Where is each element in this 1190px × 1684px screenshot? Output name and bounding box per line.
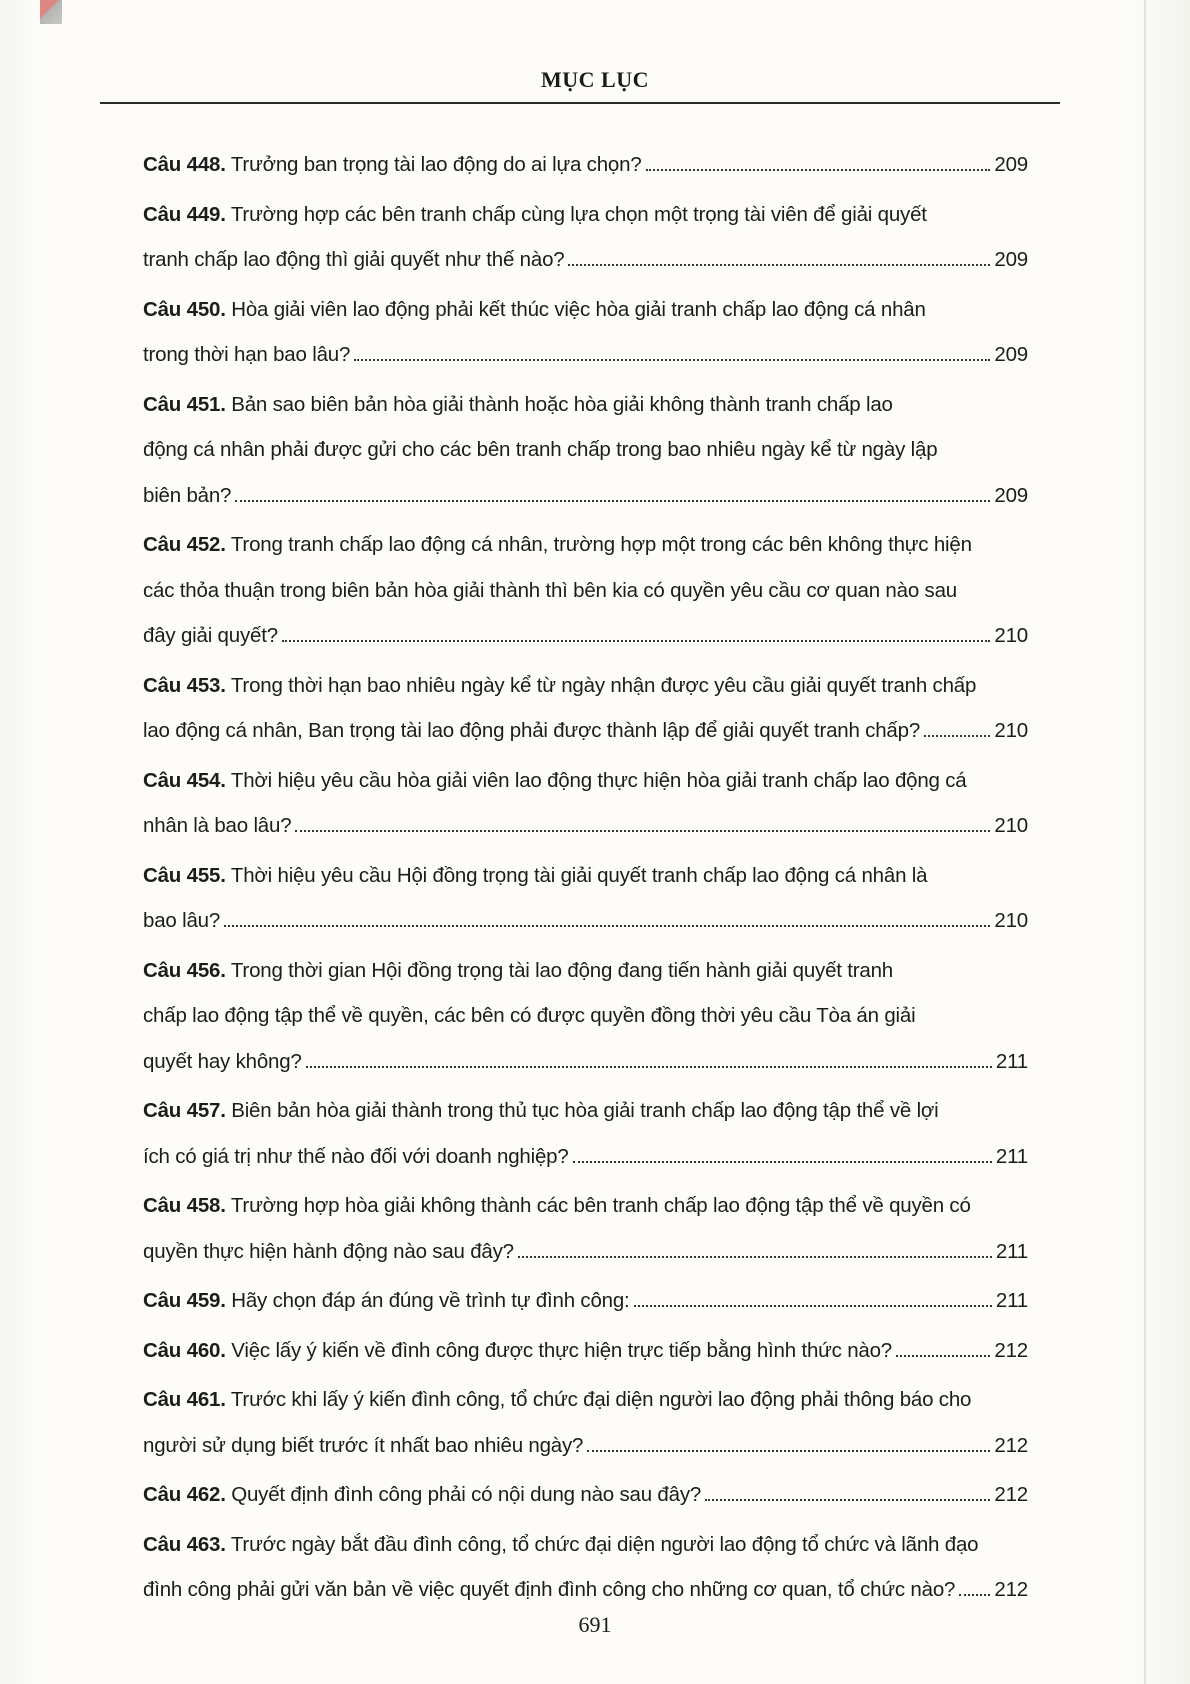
dot-leader <box>587 1450 990 1452</box>
toc-entry-text: quyết hay không? <box>143 1049 302 1073</box>
toc-entry-text: Quyết định đình công phải có nội dung nào sau đây? <box>231 1483 702 1506</box>
toc-entry-line <box>143 948 1028 994</box>
toc-entry[interactable] <box>143 853 1028 944</box>
toc-entry-line <box>143 1088 1028 1134</box>
toc-entry-text: Hãy chọn đáp án đúng về trình tự đình công: <box>231 1289 630 1312</box>
dot-leader <box>306 1066 992 1068</box>
question-number: Câu 455. <box>143 863 226 887</box>
toc-entry-text: bao lâu? <box>143 909 221 932</box>
toc-entry-final-text <box>143 142 642 188</box>
toc-entry-line <box>143 1377 1028 1423</box>
toc-entry-last-line <box>143 1229 1028 1275</box>
toc-entry-text: đây giải quyết? <box>143 624 278 647</box>
toc-entry-text: Bản sao biên bản hòa giải thành hoặc hòa giải không thành tranh chấp lao <box>231 392 893 416</box>
toc-entry-line <box>143 853 1028 899</box>
toc-entry-final-text <box>143 708 920 754</box>
toc-page-number: 209 <box>994 248 1028 271</box>
toc-entry[interactable] <box>143 142 1028 188</box>
page-title: MỤC LỤC <box>541 67 649 92</box>
toc-entry-last-line <box>143 898 1028 944</box>
toc-page-number: 209 <box>994 483 1028 507</box>
toc-page-number: 210 <box>994 624 1028 647</box>
toc-entry-final-text <box>143 237 564 283</box>
question-number: Câu 449. <box>143 202 226 226</box>
toc-page-number: 210 <box>994 909 1028 932</box>
toc-entry-text: Thời hiệu yêu cầu hòa giải viên lao động thực hiện hòa giải tranh chấp lao động cá <box>230 768 967 792</box>
question-number: Câu 460. <box>143 1338 226 1362</box>
header-rule <box>100 102 1060 104</box>
toc-entry-text: Trường hợp các bên tranh chấp cùng lựa chọn một trọng tài viên để giải quyết <box>230 202 927 226</box>
toc-entry-text: Hòa giải viên lao động phải kết thúc việc hòa giải tranh chấp lao động cá nhân <box>231 297 926 321</box>
toc-entry-final-text <box>143 613 278 659</box>
toc-page-number: 209 <box>994 343 1028 366</box>
toc-entry-line <box>143 993 1028 1039</box>
toc-page-number: 211 <box>995 1239 1028 1263</box>
question-number: Câu 457. <box>143 1099 226 1122</box>
toc-entry-text: nhân là bao lâu? <box>143 814 292 837</box>
toc-entry-final-text <box>143 1567 955 1613</box>
toc-entry-text: Biên bản hòa giải thành trong thủ tục hòa giải tranh chấp lao động tập thể về lợi <box>231 1099 939 1122</box>
question-number: Câu 448. <box>143 153 226 176</box>
toc-entry-text: ích có giá trị như thế nào đối với doanh nghiệp? <box>143 1144 569 1168</box>
toc-entry-last-line <box>143 1567 1028 1613</box>
toc-entry-final-text <box>143 1229 514 1275</box>
toc-entry[interactable] <box>143 287 1028 378</box>
toc-page-number: 211 <box>995 1049 1028 1073</box>
question-number: Câu 456. <box>143 958 226 982</box>
toc-entry-last-line <box>143 1472 1028 1518</box>
toc-entry-text: Trong thời hạn bao nhiêu ngày kể từ ngày nhận được yêu cầu giải quyết tranh chấp <box>230 673 977 697</box>
toc-page-number: 212 <box>994 1338 1028 1362</box>
toc-entry-line <box>143 568 1028 614</box>
toc-entry-line <box>143 427 1028 473</box>
toc-page-number: 210 <box>994 814 1028 837</box>
page-edge-line <box>1144 0 1146 1684</box>
toc-entry-last-line <box>143 1134 1028 1180</box>
toc-entry-final-text <box>143 332 350 378</box>
toc-entry[interactable] <box>143 192 1028 283</box>
dot-leader <box>282 640 990 642</box>
toc-entry-final-text <box>143 473 231 519</box>
toc-entry-text: trong thời hạn bao lâu? <box>143 343 351 366</box>
dot-leader <box>568 264 990 266</box>
table-of-contents <box>143 142 1028 1617</box>
toc-entry-line <box>143 1522 1028 1568</box>
dot-leader <box>924 735 990 737</box>
toc-entry-final-text <box>143 803 291 849</box>
toc-entry-final-text <box>143 1039 302 1085</box>
toc-entry-text: Trưởng ban trọng tài lao động do ai lựa chọn? <box>230 153 642 176</box>
toc-entry-text: Trong thời gian Hội đồng trọng tài lao động đang tiến hành giải quyết tranh <box>230 958 894 982</box>
toc-page-number: 210 <box>994 719 1028 742</box>
toc-entry-final-text <box>143 1328 892 1374</box>
toc-page-number: 209 <box>994 153 1028 176</box>
toc-page-number: 211 <box>995 1289 1028 1312</box>
dot-leader <box>705 1499 990 1501</box>
toc-entry-line <box>143 382 1028 428</box>
toc-entry-last-line <box>143 1039 1028 1085</box>
question-number: Câu 462. <box>143 1483 226 1506</box>
dot-leader <box>646 169 991 171</box>
question-number: Câu 452. <box>143 533 226 556</box>
toc-entry-final-text <box>143 1278 630 1324</box>
toc-entry[interactable] <box>143 948 1028 1085</box>
dot-leader <box>235 500 990 502</box>
dot-leader <box>896 1355 990 1357</box>
toc-page-number: 212 <box>994 1433 1028 1457</box>
toc-entry[interactable] <box>143 1183 1028 1274</box>
toc-page-number: 212 <box>994 1483 1028 1506</box>
toc-entry-text: Trường hợp hòa giải không thành các bên tranh chấp lao động tập thể về quyền có <box>230 1194 971 1217</box>
dot-leader <box>573 1161 992 1163</box>
toc-entry-last-line <box>143 237 1028 283</box>
toc-entry-line <box>143 1183 1028 1229</box>
dot-leader <box>295 830 990 832</box>
dot-leader <box>518 1256 992 1258</box>
toc-entry[interactable] <box>143 1278 1028 1324</box>
toc-entry-text: quyền thực hiện hành động nào sau đây? <box>143 1239 514 1263</box>
toc-entry-line <box>143 663 1028 709</box>
toc-entry-text: Thời hiệu yêu cầu Hội đồng trọng tài giải quyết tranh chấp lao động cá nhân là <box>230 863 928 887</box>
toc-entry[interactable] <box>143 1328 1028 1374</box>
toc-entry-text: Trước ngày bắt đầu đình công, tổ chức đại diện người lao động tổ chức và lãnh đạo <box>230 1532 979 1556</box>
toc-entry-final-text <box>143 1134 569 1180</box>
toc-entry[interactable] <box>143 1472 1028 1518</box>
toc-entry-line <box>143 758 1028 804</box>
scan-corner-mark <box>40 0 62 24</box>
toc-entry-last-line <box>143 1278 1028 1324</box>
toc-entry-last-line <box>143 613 1028 659</box>
toc-entry-line <box>143 192 1028 238</box>
toc-entry[interactable] <box>143 1377 1028 1468</box>
toc-entry-last-line <box>143 1328 1028 1374</box>
question-number: Câu 458. <box>143 1194 226 1217</box>
toc-entry-final-text <box>143 898 220 944</box>
toc-entry-text: biên bản? <box>143 483 232 507</box>
toc-entry-line <box>143 287 1028 333</box>
toc-entry-text: chấp lao động tập thể về quyền, các bên có được quyền đồng thời yêu cầu Tòa án giải <box>143 1004 916 1027</box>
dot-leader <box>224 925 990 927</box>
toc-entry[interactable] <box>143 758 1028 849</box>
question-number: Câu 453. <box>143 673 226 697</box>
toc-entry-last-line <box>143 803 1028 849</box>
question-number: Câu 461. <box>143 1388 226 1411</box>
toc-entry[interactable] <box>143 1522 1028 1613</box>
toc-page-number: 211 <box>995 1144 1028 1168</box>
toc-entry-text: đình công phải gửi văn bản về việc quyết định đình công cho những cơ quan, tổ chức nào? <box>143 1578 956 1601</box>
toc-entry-final-text <box>143 1472 701 1518</box>
question-number: Câu 463. <box>143 1532 226 1556</box>
dot-leader <box>354 359 990 361</box>
question-number: Câu 451. <box>143 392 226 416</box>
toc-entry-text: lao động cá nhân, Ban trọng tài lao động phải được thành lập để giải quyết tranh chấp? <box>143 719 921 742</box>
toc-entry-text: động cá nhân phải được gửi cho các bên tranh chấp trong bao nhiêu ngày kể từ ngày lập <box>143 438 938 461</box>
toc-entry-last-line <box>143 473 1028 519</box>
question-number: Câu 450. <box>143 297 226 321</box>
toc-entry[interactable] <box>143 1088 1028 1179</box>
dot-leader <box>959 1594 990 1596</box>
page-number: 691 <box>578 1612 612 1637</box>
toc-entry-text: người sử dụng biết trước ít nhất bao nhiêu ngày? <box>143 1433 584 1457</box>
toc-entry-line <box>143 522 1028 568</box>
toc-entry-last-line <box>143 708 1028 754</box>
question-number: Câu 459. <box>143 1289 226 1312</box>
question-number: Câu 454. <box>143 768 226 792</box>
toc-entry-final-text <box>143 1423 583 1469</box>
toc-entry[interactable] <box>143 522 1028 659</box>
dot-leader <box>634 1305 992 1307</box>
toc-entry-last-line <box>143 332 1028 378</box>
toc-page-number: 212 <box>994 1578 1028 1601</box>
toc-entry[interactable] <box>143 382 1028 519</box>
toc-entry[interactable] <box>143 663 1028 754</box>
toc-entry-last-line <box>143 142 1028 188</box>
toc-entry-text: Việc lấy ý kiến về đình công được thực hiện trực tiếp bằng hình thức nào? <box>231 1338 893 1362</box>
toc-entry-text: Trước khi lấy ý kiến đình công, tổ chức đại diện người lao động phải thông báo cho <box>230 1388 972 1411</box>
toc-entry-text: Trong tranh chấp lao động cá nhân, trường hợp một trong các bên không thực hiện <box>230 533 972 556</box>
toc-entry-last-line <box>143 1423 1028 1469</box>
toc-entry-text: tranh chấp lao động thì giải quyết như thế nào? <box>143 248 565 271</box>
toc-entry-text: các thỏa thuận trong biên bản hòa giải thành thì bên kia có quyền yêu cầu cơ quan nào sau <box>143 578 957 602</box>
